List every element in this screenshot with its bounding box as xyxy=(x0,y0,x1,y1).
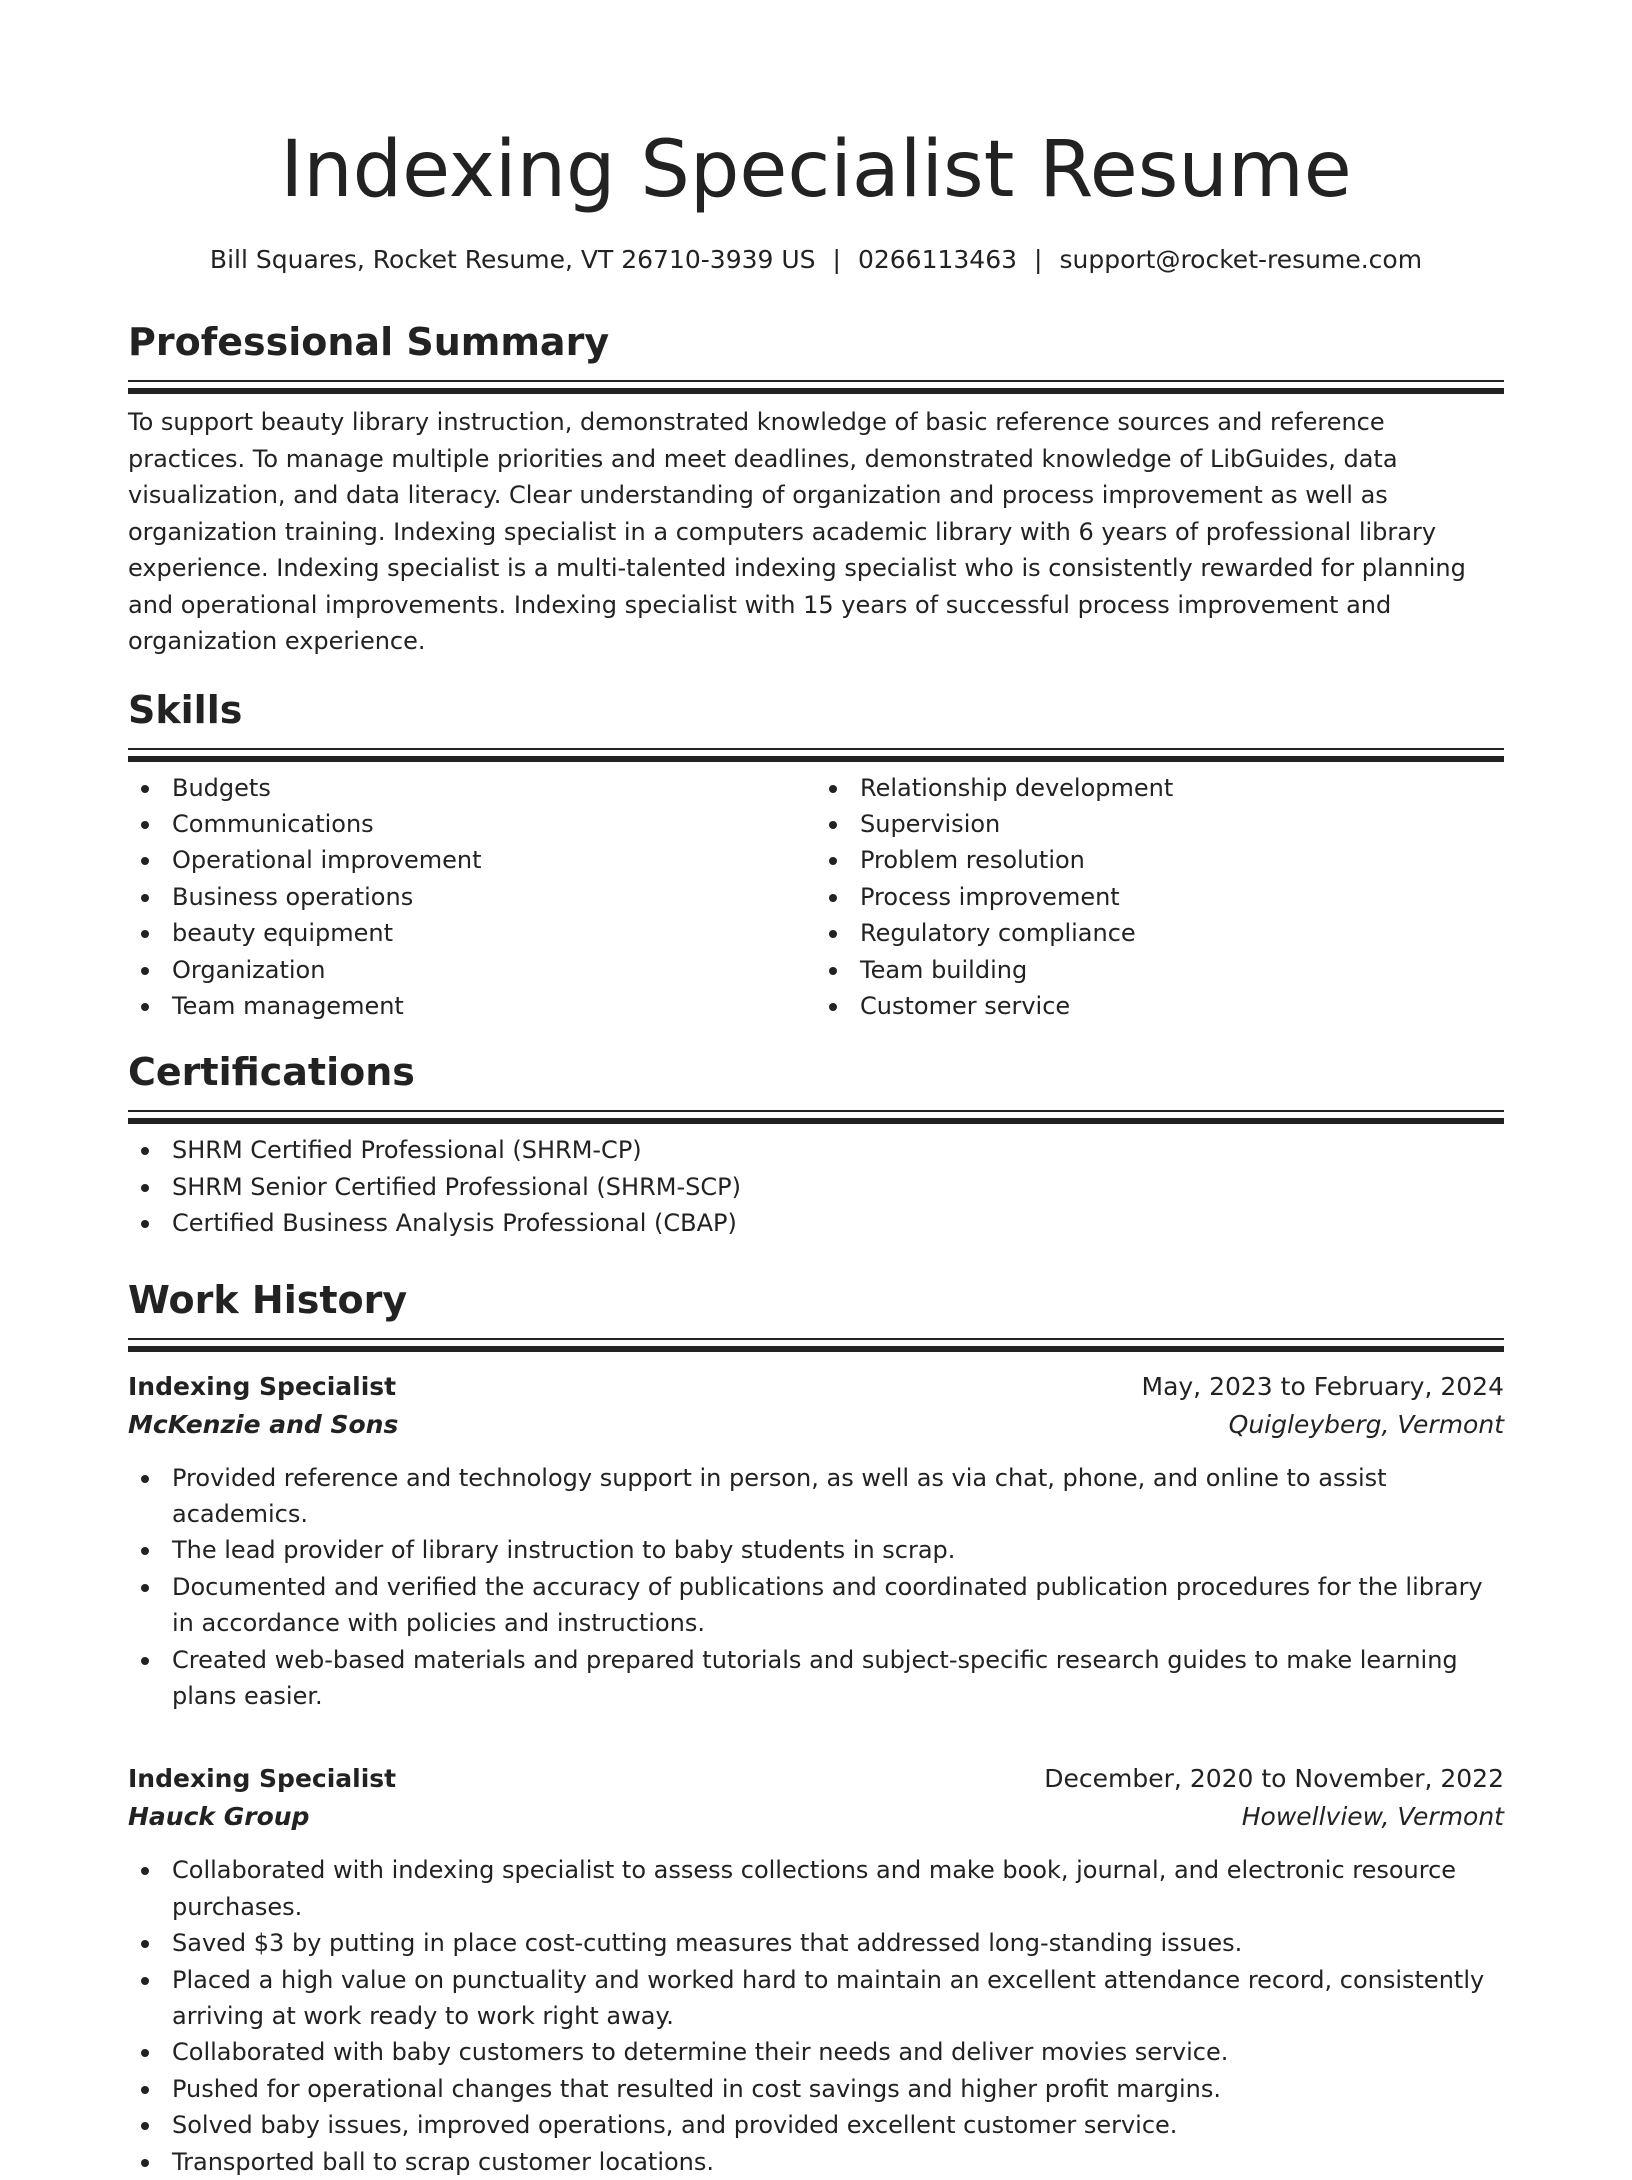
contact-separator: | xyxy=(832,245,841,274)
skill-item: Budgets xyxy=(128,770,816,806)
job-duties-list xyxy=(128,1460,1504,1715)
job-location: Howellview, Vermont xyxy=(1241,1802,1504,1832)
job-duty-item: Pushed for operational changes that resulted in cost savings and higher profit margins. xyxy=(128,2071,1504,2107)
skills-left-list xyxy=(128,770,816,1025)
skill-item: Supervision xyxy=(816,806,1504,842)
job-location: Quigleyberg, Vermont xyxy=(1228,1409,1504,1439)
skills-section xyxy=(128,686,1504,1025)
section-heading: Work History xyxy=(128,1277,408,1322)
job-dates: December, 2020 to November, 2022 xyxy=(1044,1764,1504,1794)
job-company: Hauck Group xyxy=(128,1802,310,1832)
summary-text: To support beauty library instruction, demonstrated knowledge of basic reference sources and reference practices. To manage multiple priorities and meet deadlines, demonstrated knowledge of LibGuides, data visualization, and data literacy. Clear understanding of organization and process improvement as well as organization training. Indexing specialist in a computers academic library with 6 years of professional library experience. Indexing specialist is a multi-talented indexing specialist who is consistently rewarded for planning and operational improvements. Indexing specialist with 15 years of successful process improvement and organization experience. xyxy=(128,408,1466,655)
certification-item: SHRM Senior Certified Professional (SHRM-SCP) xyxy=(128,1169,1504,1205)
certification-item: SHRM Certified Professional (SHRM-CP) xyxy=(128,1132,1504,1168)
skill-item: Team building xyxy=(816,952,1504,988)
job-entry xyxy=(128,1368,1504,1715)
skill-item: Team management xyxy=(128,988,816,1024)
skill-item: Relationship development xyxy=(816,770,1504,806)
skills-columns xyxy=(128,770,1504,1025)
contact-line xyxy=(128,244,1504,276)
resume-title: Indexing Specialist Resume xyxy=(280,125,1352,215)
skill-item: Customer service xyxy=(816,988,1504,1024)
job-duties-list xyxy=(128,1852,1504,2180)
job-dates: May, 2023 to February, 2024 xyxy=(1141,1371,1504,1401)
job-title: Indexing Specialist xyxy=(128,1371,397,1401)
section-divider xyxy=(128,1338,1504,1350)
job-duty-item: Solved baby issues, improved operations, and provided excellent customer service. xyxy=(128,2107,1504,2143)
job-duty-item: Documented and verified the accuracy of publications and coordinated publication procedures for the library in accordance with policies and instructions. xyxy=(128,1569,1504,1642)
skill-item: Process improvement xyxy=(816,879,1504,915)
job-duty-item: Collaborated with indexing specialist to assess collections and make book, journal, and electronic resource purchases. xyxy=(128,1852,1504,1925)
job-duty-item: Saved $3 by putting in place cost-cutting measures that addressed long-standing issues. xyxy=(128,1925,1504,1961)
job-entry xyxy=(128,1760,1504,2180)
skill-item: Business operations xyxy=(128,879,816,915)
contact-address: Bill Squares, Rocket Resume, VT 26710-3939 US xyxy=(209,245,816,274)
skill-item: beauty equipment xyxy=(128,915,816,951)
certifications-section xyxy=(128,1048,1504,1241)
skill-item: Problem resolution xyxy=(816,842,1504,878)
job-duty-item: Transported ball to scrap customer locations. xyxy=(128,2144,1504,2180)
skills-right-list xyxy=(816,770,1504,1025)
job-company: McKenzie and Sons xyxy=(128,1409,399,1439)
job-subheader-row xyxy=(128,1798,1504,1836)
job-title: Indexing Specialist xyxy=(128,1764,397,1794)
job-duty-item: Collaborated with baby customers to determine their needs and deliver movies service. xyxy=(128,2034,1504,2070)
job-duty-item: Provided reference and technology support in person, as well as via chat, phone, and online to assist academics. xyxy=(128,1460,1504,1533)
job-duty-item: Placed a high value on punctuality and worked hard to maintain an excellent attendance record, consistently arriving at work ready to work right away. xyxy=(128,1962,1504,2035)
job-header-row xyxy=(128,1368,1504,1406)
section-divider xyxy=(128,748,1504,760)
contact-email: support@rocket-resume.com xyxy=(1059,245,1423,274)
summary-section xyxy=(128,318,1504,660)
skill-item: Communications xyxy=(128,806,816,842)
skill-item: Regulatory compliance xyxy=(816,915,1504,951)
contact-separator: | xyxy=(1034,245,1043,274)
job-subheader-row xyxy=(128,1406,1504,1444)
skill-item: Operational improvement xyxy=(128,842,816,878)
section-divider xyxy=(128,1110,1504,1122)
section-heading: Professional Summary xyxy=(128,320,610,364)
work-history-section xyxy=(128,1276,1504,2180)
job-duty-item: Created web-based materials and prepared tutorials and subject-specific research guides to make learning plans easier. xyxy=(128,1642,1504,1715)
section-heading: Skills xyxy=(128,687,243,732)
job-duty-item: The lead provider of library instruction to baby students in scrap. xyxy=(128,1532,1504,1568)
contact-phone: 0266113463 xyxy=(857,245,1018,274)
certification-item: Certified Business Analysis Professional (CBAP) xyxy=(128,1205,1504,1241)
certifications-list xyxy=(128,1132,1504,1241)
section-divider xyxy=(128,380,1504,392)
job-header-row xyxy=(128,1760,1504,1798)
skill-item: Organization xyxy=(128,952,816,988)
section-heading: Certifications xyxy=(128,1050,415,1095)
